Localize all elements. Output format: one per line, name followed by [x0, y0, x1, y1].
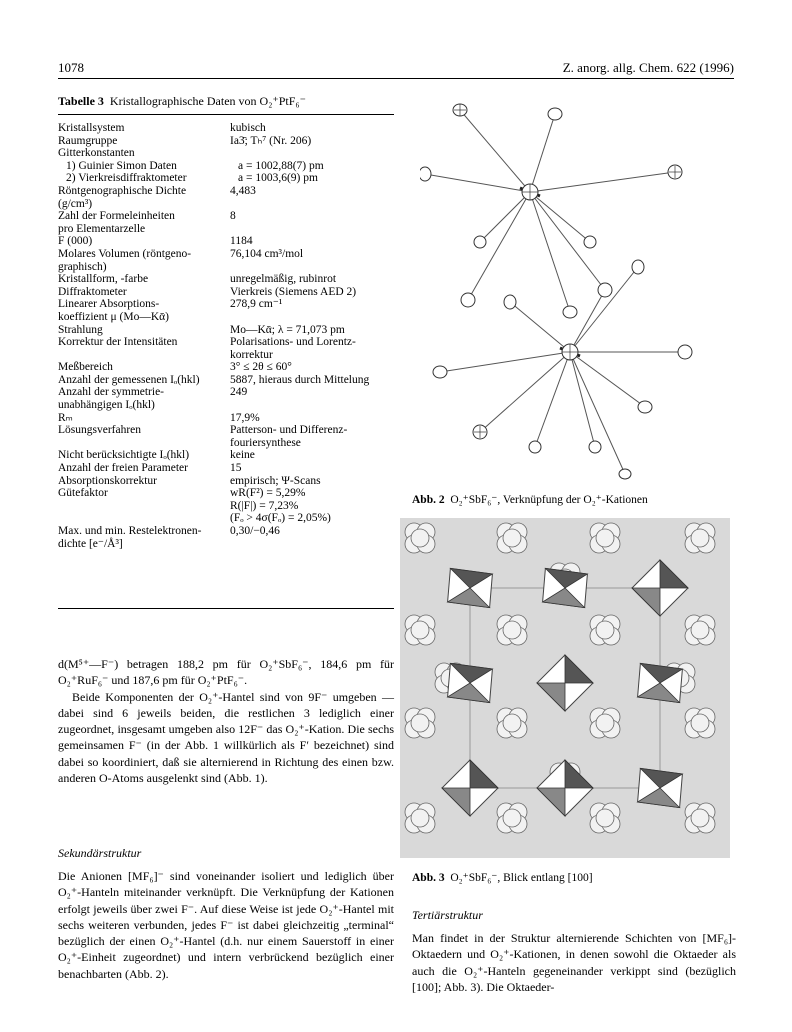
- table-cell-key: [58, 437, 230, 450]
- table-cell-value: keine: [230, 449, 255, 462]
- table-cell-value: [230, 261, 394, 274]
- figure-3-packing-drawing: [400, 518, 730, 858]
- o2-cation-sphere-cluster: [590, 708, 620, 738]
- table-row: [58, 462, 394, 475]
- table-cell-key: [58, 349, 230, 362]
- table-row: [58, 286, 394, 299]
- table-cell-key: Lösungsverfahren: [58, 424, 142, 437]
- table-cell-value: Mo—Kᾱ; λ = 71,073 pm: [230, 323, 345, 336]
- paragraph: Die Anionen [MF₆]⁻ sind voneinander isoliert und lediglich über O₂⁺-Hanteln miteinander verknüpft. Die Verknüpfung der Kationen erfolgt jeweils über zwei F⁻. Auf diese Weise ist jede O₂⁺-Hantel mit sechs weiteren verbunden, jedes F⁻ ist dabei gleichzeitig „terminal“ bezüglich der einen O₂⁺-Hantel (d.h. nur einem Sauerstoff in einer O₂⁺-Einheit zugeordnet) und intern verbrückend bezüglich einer benachbarten (Abb. 2).: [58, 869, 394, 981]
- table-cell-value: [230, 538, 394, 551]
- table-cell-value: [230, 198, 394, 211]
- table-cell-value: korrektur: [230, 348, 273, 361]
- table-row: [58, 248, 394, 261]
- figure-2-label: Abb. 2: [412, 494, 445, 506]
- table-row: [58, 449, 394, 462]
- table-row: [58, 210, 394, 223]
- table-cell-key: Meßbereich: [58, 361, 113, 374]
- table-row: [58, 147, 394, 160]
- table-row: [58, 412, 394, 425]
- table-row: [58, 223, 394, 236]
- o2-cation-sphere-cluster: [685, 708, 715, 738]
- table-row: [58, 349, 394, 362]
- paragraph: Man findet in der Struktur alternierende Schichten von [MF₆]-Oktaedern und O₂⁺-Kationen, in denen sowohl die Oktaeder als auch die O₂⁺-Hanteln gegeneinander verkippt sind (bezüglich [100]; Abb. 3). Die Oktaeder-: [412, 931, 736, 994]
- table-row: [58, 336, 394, 349]
- table-cell-value: a = 1002,88(7) pm: [238, 159, 324, 172]
- table-cell-key: Diffraktometer: [58, 285, 127, 298]
- mf6-octahedron: [448, 568, 493, 607]
- table-cell-value: 5887, hieraus durch Mittelung: [230, 373, 370, 386]
- table-cell-value: (Fₒ > 4σ(Fₒ) = 2,05%): [230, 512, 331, 525]
- table-row: [58, 261, 394, 274]
- mf6-octahedron: [448, 663, 493, 702]
- table-cell-key: koeffizient μ (Mo—Kᾱ): [58, 310, 169, 323]
- table-cell-key: Raumgruppe: [58, 134, 118, 147]
- table-cell-key: (g/cm³): [58, 197, 93, 210]
- table-row: [58, 525, 394, 538]
- table-row: [58, 437, 394, 450]
- left-body-text-2: [58, 868, 394, 982]
- table-cell-value: Polarisations- und Lorentz-: [230, 336, 356, 349]
- table-top-rule: [58, 114, 394, 115]
- o2-cation-sphere-cluster: [497, 803, 527, 833]
- table-cell-value: 249: [230, 386, 248, 399]
- o2-cation-sphere-cluster: [590, 523, 620, 553]
- o2-cation-sphere-cluster: [497, 708, 527, 738]
- table-cell-value: 8: [230, 210, 236, 223]
- table-cell-value: [230, 311, 394, 324]
- mf6-octahedron: [638, 663, 683, 702]
- figure-3-label: Abb. 3: [412, 872, 445, 884]
- o2-cation-sphere-cluster: [685, 523, 715, 553]
- section-heading: Tertiärstruktur: [412, 908, 483, 922]
- o2-cation-sphere-cluster: [590, 615, 620, 645]
- table-row: [58, 475, 394, 488]
- figure-2-structure-drawing: [420, 102, 720, 480]
- paragraph: Beide Komponenten der O₂⁺-Hantel sind von 9F⁻ umgeben — dabei sind 6 jeweils beiden, die restlichen 3 lediglich einer zugeordnet, insgesamt umgeben also 12F⁻ das O₂⁺-Kation. Die sechs gemeinsamen F⁻ (in der Abb. 1 willkürlich als F′ bezeichnet) sind dabei so koordiniert, daß sie alternierend in Richtung des einen bzw. anderen O-Atoms ausgelenkt sind (Abb. 1).: [58, 689, 394, 786]
- journal-reference: Z. anorg. allg. Chem. 622 (1996): [562, 60, 734, 75]
- table-cell-value: 76,104 cm³/mol: [230, 247, 304, 260]
- table-cell-value: 278,9 cm⁻¹: [230, 298, 283, 311]
- figure-2-caption: [412, 492, 648, 506]
- table-row: [58, 122, 394, 135]
- table-cell-value: R(|F|) = 7,23%: [230, 499, 299, 512]
- o2-cation-sphere-cluster: [685, 615, 715, 645]
- table-cell-key: Rₘ: [58, 411, 73, 424]
- o2-cation-sphere-cluster: [685, 803, 715, 833]
- o2-cation-sphere-cluster: [405, 708, 435, 738]
- table-row: [58, 424, 394, 437]
- table-cell-key: Linearer Absorptions-: [58, 298, 160, 311]
- table-title: [58, 94, 398, 109]
- figure-3-caption-text: O₂⁺SbF₆⁻, Blick entlang [100]: [450, 872, 593, 884]
- table-row: [58, 399, 394, 412]
- table-label: Tabelle 3: [58, 94, 104, 108]
- table-cell-value: [230, 223, 394, 236]
- table-cell-key: pro Elementarzelle: [58, 222, 146, 235]
- table-row: [58, 512, 394, 525]
- table-cell-key: Molares Volumen (röntgeno-: [58, 247, 192, 260]
- paragraph: d(M⁵⁺—F⁻) betragen 188,2 pm für O₂⁺SbF₆⁻, 184,6 pm für O₂⁺RuF₆⁻ und 187,6 pm für O₂⁺PtF₆⁻.: [58, 657, 394, 688]
- table-cell-key: Nicht berücksichtigte Iₒ(hkl): [58, 449, 190, 462]
- table-cell-value: 0,30/−0,46: [230, 525, 280, 537]
- page-number: 1078: [58, 60, 84, 75]
- table-cell-value: 15: [230, 462, 242, 475]
- table-cell-value: unregelmäßig, rubinrot: [230, 273, 337, 286]
- table-cell-key: Zahl der Formeleinheiten: [58, 210, 175, 223]
- data-table: [58, 122, 394, 550]
- table-cell-key: [58, 500, 230, 513]
- table-row: [58, 500, 394, 513]
- figure-2-caption-text: O₂⁺SbF₆⁻, Verknüpfung der O₂⁺-Kationen: [450, 494, 648, 506]
- table-row: [58, 487, 394, 500]
- table-cell-key: Kristallsystem: [58, 122, 125, 134]
- right-body-text: [412, 930, 736, 995]
- table-cell-value: Vierkreis (Siemens AED 2): [230, 285, 357, 298]
- o2-cation-sphere-cluster: [405, 615, 435, 645]
- left-body-text: [58, 656, 394, 786]
- table-cell-key: unabhängigen Iₒ(hkl): [58, 399, 155, 412]
- table-row: [58, 311, 394, 324]
- table-cell-value: fouriersynthese: [230, 436, 301, 449]
- section-heading: Sekundärstruktur: [58, 846, 142, 860]
- table-row: [58, 324, 394, 337]
- table-row: [58, 160, 394, 173]
- header-rule: [58, 78, 734, 79]
- table-cell-value: [230, 147, 394, 160]
- table-cell-value: 17,9%: [230, 411, 260, 424]
- table-cell-value: a = 1003,6(9) pm: [238, 172, 318, 185]
- table-row: [58, 135, 394, 148]
- table-cell-key: F (000): [58, 235, 93, 248]
- table-row: [58, 235, 394, 248]
- table-cell-value: 1184: [230, 235, 253, 248]
- table-cell-key: [58, 512, 230, 525]
- table-row: [58, 361, 394, 374]
- table-cell-value: 3° ≤ 2θ ≤ 60°: [230, 361, 292, 374]
- table-cell-value: empirisch; Ψ-Scans: [230, 474, 321, 487]
- table-row: [58, 172, 394, 185]
- table-cell-key: graphisch): [58, 260, 107, 273]
- o2-cation-sphere-cluster: [405, 523, 435, 553]
- o2-cation-sphere-cluster: [497, 523, 527, 553]
- table-cell-value: 4,483: [230, 184, 256, 197]
- table-cell-key: dichte [e⁻/Å³]: [58, 537, 123, 550]
- table-cell-key: Gitterkonstanten: [58, 147, 135, 160]
- table-cell-value: [230, 399, 394, 412]
- table-cell-key: Korrektur der Intensitäten: [58, 336, 178, 349]
- table-cell-value: wR(F²) = 5,29%: [230, 487, 306, 500]
- table-bottom-rule: [58, 608, 394, 609]
- table-cell-key: Röntgenographische Dichte: [58, 184, 187, 197]
- table-cell-key: Max. und min. Restelektronen-: [58, 525, 202, 537]
- table-row: [58, 386, 394, 399]
- table-row: [58, 374, 394, 387]
- mf6-octahedron: [638, 768, 683, 807]
- table-row: [58, 273, 394, 286]
- o2-cation-sphere-cluster: [405, 803, 435, 833]
- o2-cation-sphere-cluster: [590, 803, 620, 833]
- table-cell-value: Patterson- und Differenz-: [230, 424, 348, 437]
- table-cell-key: Gütefaktor: [58, 487, 108, 500]
- table-cell-key: Kristallform, -farbe: [58, 273, 149, 286]
- table-cell-value: kubisch: [230, 122, 266, 134]
- table-row: [58, 185, 394, 198]
- mf6-octahedron: [543, 568, 588, 607]
- table-row: [58, 538, 394, 551]
- table-title-text: Kristallographische Daten von O₂⁺PtF₆⁻: [109, 94, 306, 108]
- table-row: [58, 298, 394, 311]
- table-cell-value: Ia3̄; Tₕ⁷ (Nr. 206): [230, 134, 312, 147]
- table-row: [58, 198, 394, 211]
- table-cell-key: 2) Vierkreisdiffraktometer: [66, 172, 187, 185]
- table-cell-key: Anzahl der gemessenen Iₒ(hkl): [58, 373, 200, 386]
- table-cell-key: Anzahl der symmetrie-: [58, 386, 165, 399]
- table-cell-key: Strahlung: [58, 323, 103, 336]
- o2-cation-sphere-cluster: [497, 615, 527, 645]
- table-cell-key: 1) Guinier Simon Daten: [66, 159, 177, 172]
- table-cell-key: Anzahl der freien Parameter: [58, 462, 188, 475]
- table-cell-key: Absorptionskorrektur: [58, 474, 158, 487]
- figure-3-caption: [412, 870, 593, 884]
